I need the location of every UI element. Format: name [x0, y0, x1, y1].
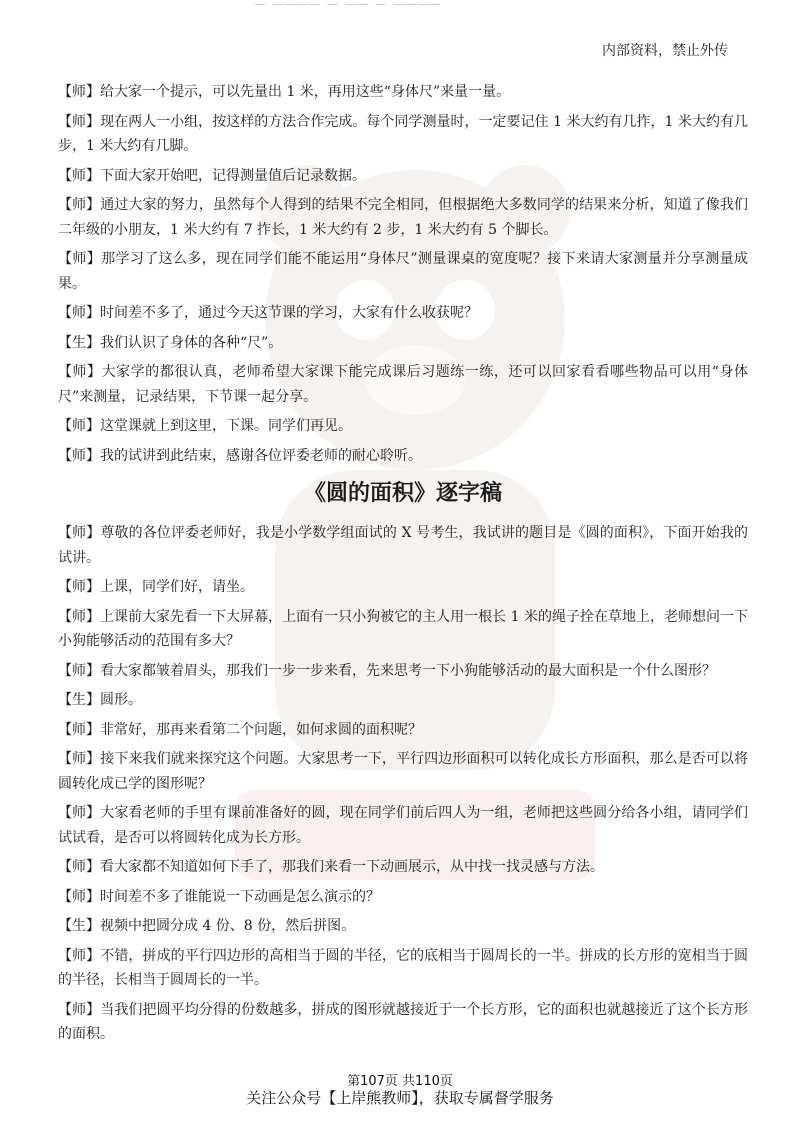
dialogue-paragraph — [58, 80, 748, 105]
dialogue-section-2 — [58, 521, 748, 1047]
document-body — [58, 80, 748, 1052]
dialogue-section-1 — [58, 80, 748, 468]
dialogue-paragraph — [58, 914, 748, 939]
dialogue-text: 看大家都皱着眉头，那我们一步一步来看，先来思考一下小狗能够活动的最大面积是一个什么图形？ — [100, 662, 716, 679]
dialogue-paragraph — [58, 331, 748, 356]
dialogue-paragraph — [58, 747, 748, 796]
speaker-role: 【师】 — [58, 721, 100, 738]
dialogue-paragraph — [58, 605, 748, 654]
cropped-header-text: ▔ ▔▔▔▔ ▔ ▔▔ ▔ ▔▔▔▔ — [255, 4, 442, 18]
speaker-role: 【师】 — [58, 579, 100, 595]
dialogue-paragraph — [58, 193, 748, 242]
dialogue-paragraph — [58, 444, 748, 469]
speaker-role: 【师】 — [58, 662, 100, 679]
speaker-role: 【师】 — [58, 888, 100, 905]
dialogue-text: 我的试讲到此结束，感谢各位评委老师的耐心聆听。 — [100, 447, 422, 464]
confidential-note: 内部资料，禁止外传 — [602, 43, 728, 59]
dialogue-paragraph — [58, 575, 748, 600]
dialogue-text: 圆形。 — [100, 692, 142, 708]
dialogue-paragraph — [58, 301, 748, 326]
dialogue-text: 大家看老师的手里有课前准备好的圆，现在同学们前后四人为一组，老师把这些圆分给各小组，请同学们试试看，是否可以将圆转化成为长方形。 — [58, 805, 748, 846]
dialogue-paragraph — [58, 414, 748, 439]
speaker-role: 【师】 — [58, 751, 101, 767]
speaker-role: 【师】 — [58, 447, 100, 464]
dialogue-text: 接下来我们就来探究这个问题。大家思考一下，平行四边形面积可以转化成长方形面积，那么是否可以将圆转化成已学的图形呢？ — [58, 751, 748, 792]
dialogue-paragraph — [58, 885, 748, 910]
dialogue-text: 这堂课就上到这里，下课。同学们再见。 — [100, 418, 352, 434]
dialogue-text: 通过大家的努力，虽然每个人得到的结果不完全相同，但根据绝大多数同学的结果来分析，知道了像我们二年级的小朋友，1 米大约有 7 拃长，1 米大约有 2 步，1 米大约有 5 个脚长。 — [58, 197, 748, 238]
dialogue-text: 不错，拼成的平行四边形的高相当于圆的半径，它的底相当于圆周长的一半。拼成的长方形的宽相当于圆的半径，长相当于圆周长的一半。 — [58, 947, 748, 988]
dialogue-text: 时间差不多了，通过今天这节课的学习，大家有什么收获呢？ — [100, 305, 478, 321]
dialogue-text: 大家学的都很认真，老师希望大家课下能完成课后习题练一练，还可以回家看看哪些物品可以用“身体尺”来测量，记录结果，下节课一起分享。 — [58, 364, 749, 405]
dialogue-paragraph — [58, 801, 748, 850]
speaker-role: 【师】 — [58, 608, 101, 625]
dialogue-paragraph — [58, 998, 748, 1047]
dialogue-text: 尊敬的各位评委老师好，我是小学数学组面试的 X 号考生，我试讲的题目是《圆的面积》，下面开始我的试讲。 — [58, 525, 748, 566]
dialogue-text: 下面大家开始吧，记得测量值后记录数据。 — [100, 167, 366, 184]
dialogue-paragraph — [58, 247, 748, 296]
dialogue-paragraph — [58, 855, 748, 880]
dialogue-paragraph — [58, 110, 748, 159]
dialogue-paragraph — [58, 944, 748, 993]
dialogue-paragraph — [58, 360, 748, 409]
speaker-role: 【师】 — [58, 525, 101, 541]
speaker-role: 【生】 — [58, 692, 100, 708]
speaker-role: 【师】 — [58, 418, 100, 434]
dialogue-text: 非常好，那再来看第二个问题，如何求圆的面积呢？ — [100, 721, 422, 738]
speaker-role: 【师】 — [58, 364, 102, 380]
dialogue-paragraph — [58, 718, 748, 743]
section-title: 《圆的面积》逐字稿 — [303, 480, 502, 506]
speaker-role: 【师】 — [58, 197, 101, 213]
dialogue-text: 看大家都不知道如何下手了，那我们来看一下动画展示，从中找一找灵感与方法。 — [100, 859, 604, 875]
dialogue-text: 那学习了这么多，现在同学们能不能运用“身体尺”测量课桌的宽度呢？接下来请大家测量并分享测量成果。 — [58, 251, 749, 292]
speaker-role: 【师】 — [58, 859, 100, 875]
dialogue-paragraph — [58, 164, 748, 189]
dialogue-paragraph — [58, 521, 748, 570]
speaker-role: 【师】 — [58, 805, 101, 821]
wechat-promo: 关注公众号【上岸熊教师】，获取专属督学服务 — [246, 1089, 554, 1107]
dialogue-text: 时间差不多了谁能说一下动画是怎么演示的？ — [100, 888, 380, 905]
speaker-role: 【师】 — [58, 113, 101, 130]
page-number: 第107页 共110页 — [347, 1074, 453, 1089]
dialogue-text: 当我们把圆平均分得的份数越多，拼成的图形就越接近于一个长方形，它的面积也就越接近了这个长方形的面积。 — [58, 1001, 748, 1042]
dialogue-text: 给大家一个提示，可以先量出 1 米，再用这些“身体尺”来量一量。 — [100, 84, 511, 100]
dialogue-paragraph — [58, 688, 748, 713]
dialogue-text: 视频中把圆分成 4 份、8 份，然后拼图。 — [100, 918, 356, 934]
speaker-role: 【师】 — [58, 251, 102, 267]
speaker-role: 【师】 — [58, 167, 100, 184]
dialogue-text: 我们认识了身体的各种“尺”。 — [100, 334, 283, 351]
speaker-role: 【生】 — [58, 918, 100, 934]
speaker-role: 【师】 — [58, 305, 100, 321]
dialogue-text: 上课，同学们好，请坐。 — [100, 579, 254, 595]
speaker-role: 【师】 — [58, 947, 101, 964]
speaker-role: 【师】 — [58, 84, 100, 100]
page-footer — [0, 1074, 800, 1108]
dialogue-paragraph — [58, 659, 748, 684]
speaker-role: 【生】 — [58, 334, 100, 351]
speaker-role: 【师】 — [58, 1001, 101, 1018]
dialogue-text: 现在两人一小组，按这样的方法合作完成。每个同学测量时，一定要记住 1 米大约有几拃，1 米大约有几步，1 米大约有几脚。 — [58, 113, 749, 154]
dialogue-text: 上课前大家先看一下大屏幕，上面有一只小狗被它的主人用一根长 1 米的绳子拴在草地上，老师想问一下小狗能够活动的范围有多大？ — [58, 608, 748, 649]
